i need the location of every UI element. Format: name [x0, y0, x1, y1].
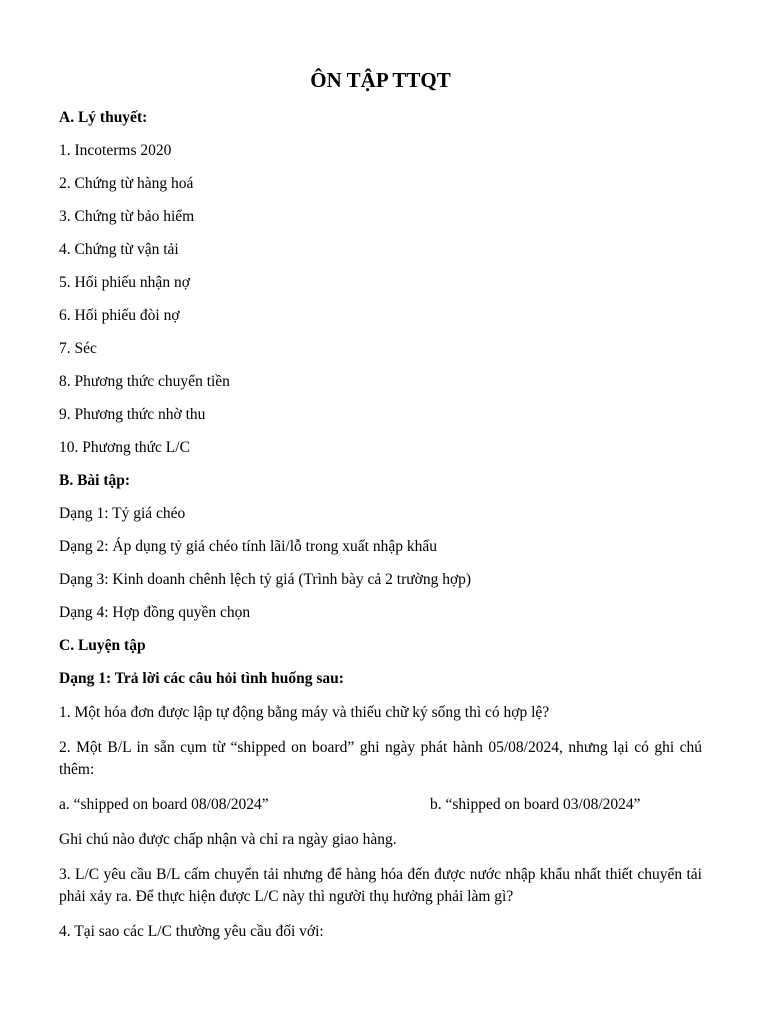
theory-item: 6. Hối phiếu đòi nợ	[59, 307, 180, 324]
theory-item: 3. Chứng từ bảo hiểm	[59, 208, 195, 225]
question-3: 3. L/C yêu cầu B/L cấm chuyển tải nhưng để hàng hóa đến được nước nhập khẩu nhất thiết chuyển tải phải xảy ra. Để thực hiện được L/C này thì người thụ hưởng phải làm gì?	[59, 866, 702, 905]
section-c-heading: C. Luyện tập	[59, 637, 146, 654]
exercise-type-item: Dạng 1: Tỷ giá chéo	[59, 505, 186, 522]
theory-item: 5. Hối phiếu nhận nợ	[59, 274, 190, 291]
question-2-option-b: b. “shipped on board 03/08/2024”	[430, 796, 641, 813]
theory-item: 1. Incoterms 2020	[59, 142, 172, 159]
theory-item: 9. Phương thức nhờ thu	[59, 406, 206, 423]
section-b-heading: B. Bài tập:	[59, 472, 131, 489]
exercise-type-item: Dạng 2: Áp dụng tỷ giá chéo tính lãi/lỗ trong xuất nhập khẩu	[59, 538, 437, 555]
section-a-heading: A. Lý thuyết:	[59, 109, 148, 126]
exercise-type-item: Dạng 3: Kinh doanh chênh lệch tỷ giá (Trình bày cả 2 trường hợp)	[59, 571, 472, 588]
question-2: 2. Một B/L in sẵn cụm từ “shipped on board” ghi ngày phát hành 05/08/2024, nhưng lại có ghi chú thêm:	[59, 739, 702, 778]
section-c-subheading: Dạng 1: Trả lời các câu hỏi tình huống sau:	[59, 670, 344, 687]
page-title: ÔN TẬP TTQT	[310, 68, 451, 92]
theory-item: 7. Séc	[59, 340, 97, 357]
question-2-followup: Ghi chú nào được chấp nhận và chỉ ra ngày giao hàng.	[59, 831, 397, 848]
question-4: 4. Tại sao các L/C thường yêu cầu đối với:	[59, 923, 324, 940]
question-1: 1. Một hóa đơn được lập tự động bằng máy và thiếu chữ ký sống thì có hợp lệ?	[59, 704, 550, 721]
question-2-options	[59, 794, 702, 816]
theory-item: 2. Chứng từ hàng hoá	[59, 175, 194, 192]
question-2-option-a: a. “shipped on board 08/08/2024”	[59, 796, 269, 813]
theory-item: 8. Phương thức chuyển tiền	[59, 373, 230, 390]
theory-item: 4. Chứng từ vận tải	[59, 241, 179, 258]
exercise-type-item: Dạng 4: Hợp đồng quyền chọn	[59, 604, 251, 621]
theory-item: 10. Phương thức L/C	[59, 439, 190, 456]
